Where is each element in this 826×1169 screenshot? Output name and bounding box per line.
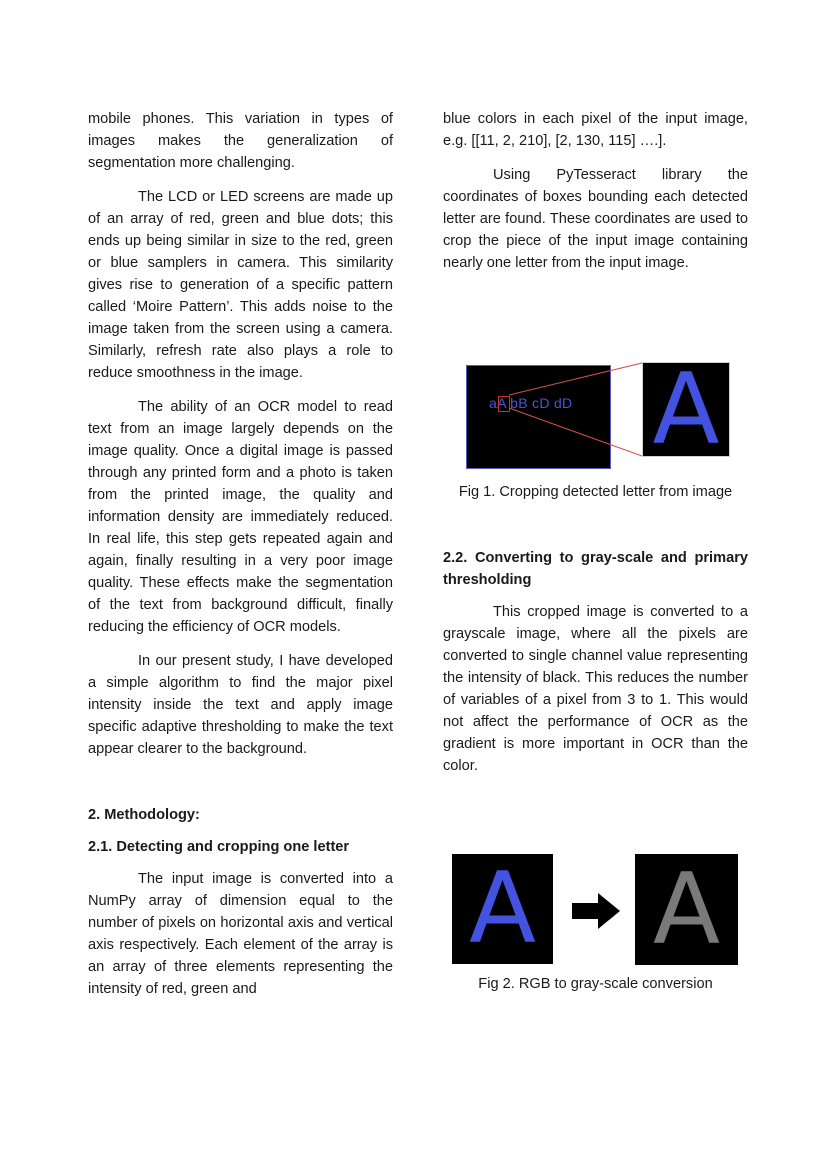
subsection-heading: 2.2. Converting to gray-scale and primary thresholding: [443, 550, 748, 588]
paragraph: This cropped image is converted to a grayscale image, where all the pixels are converted to single channel value representing the intensity of black. This reduces the number of variables of a pixel from 3 to 1. This would not affect the performance of OCR as the gradient is more important in OCR than the color.: [443, 604, 748, 774]
paragraph: Using PyTesseract library the coordinates of boxes bounding each detected letter are found. These coordinates are used to crop the piece of the input image containing nearly one letter from the input image.: [443, 167, 748, 271]
paragraph: The ability of an OCR model to read text from an image largely depends on the image quality. Once a digital image is passed through any printed form and a photo is taken from the printed image, the quality and information density are immediately reduced. In real life, this step gets repeated again and again, finally resulting in a very poor image quality. These effects make the segmentation of the text from background difficult, finally reducing the efficiency of OCR models.: [88, 399, 393, 635]
paragraph: The LCD or LED screens are made up of an array of red, green and blue dots; this ends up being similar in size to the red, green or blue samplers in camera. This similarity gives rise to generation of a specific pattern called ‘Moire Pattern’. This adds noise to the image taken from the screen using a camera. Similarly, refresh rate also plays a role to reduce smoothness in the image.: [88, 189, 393, 381]
zoomed-letter-image: [642, 352, 730, 467]
figure-1: [465, 352, 735, 472]
figure-caption: Fig 1. Cropping detected letter from image: [458, 484, 733, 500]
figure-caption: Fig 2. RGB to gray-scale conversion: [478, 976, 713, 992]
grayscale-letter-image: [635, 854, 738, 965]
section-heading: 2. Methodology:: [88, 807, 200, 823]
figure-2: [450, 852, 745, 967]
rgb-letter-image: [452, 854, 553, 964]
paragraph: In our present study, I have developed a simple algorithm to find the major pixel intensity inside the text and apply image specific adaptive thresholding to make the text appear clearer to the background.: [88, 653, 393, 757]
zoomed-letter: A: [652, 352, 720, 467]
rgb-letter: A: [468, 852, 537, 966]
paragraph: The input image is converted into a NumPy array of dimension equal to the number of pixels on horizontal axis and vertical axis respectively. Each element of the array is an array of three elements representing the intensity of red, green and: [88, 871, 393, 997]
paragraph: blue colors in each pixel of the input image, e.g. [[11, 2, 210], [2, 130, 115] ….].: [443, 111, 748, 149]
sample-text: aA bB cD dD: [489, 395, 573, 411]
paragraph: mobile phones. This variation in types of images makes the generalization of segmentation more challenging.: [88, 111, 393, 171]
left-column: [88, 108, 393, 1000]
right-arrow-icon: [572, 893, 622, 929]
grayscale-letter: A: [652, 852, 721, 967]
subsection-heading: 2.1. Detecting and cropping one letter: [88, 839, 350, 855]
